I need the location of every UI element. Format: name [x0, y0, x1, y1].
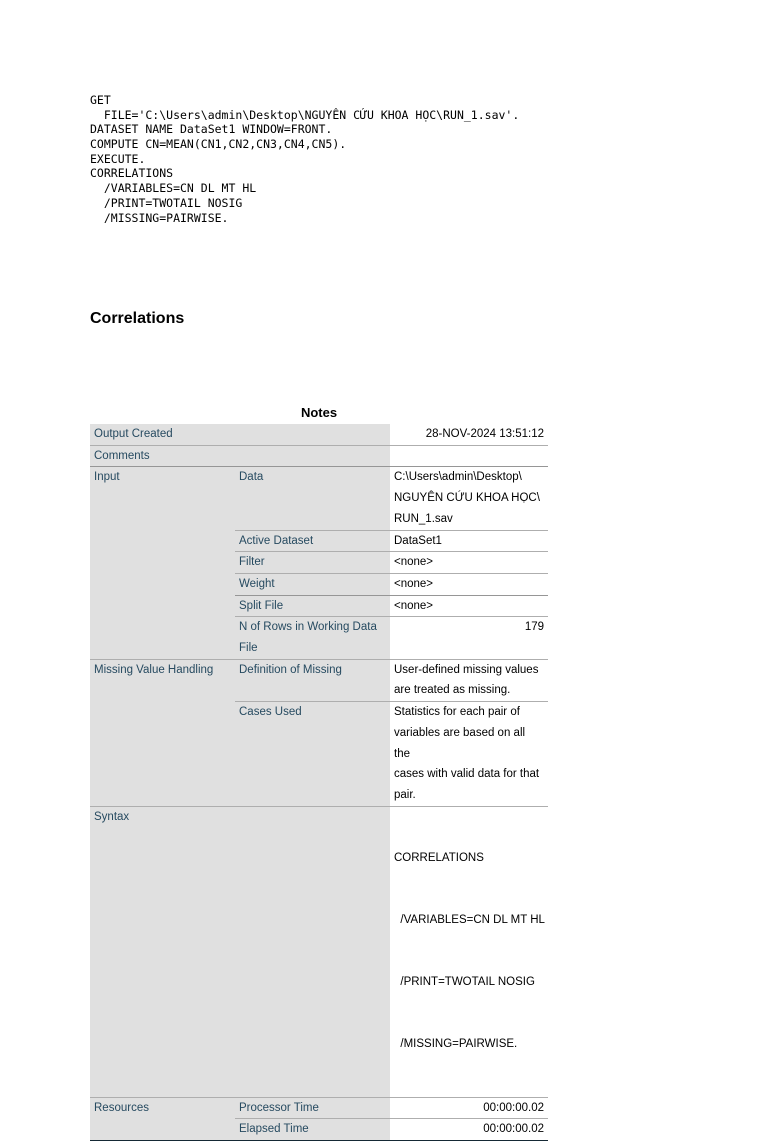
syntax-line: CORRELATIONS [90, 166, 174, 181]
table-row-syntax [90, 806, 548, 1097]
value-line: CORRELATIONS [394, 852, 484, 865]
row-label-definition-of-missing: Definition of Missing [235, 659, 390, 701]
syntax-block [90, 93, 519, 225]
row-label-comments: Comments [90, 445, 390, 467]
value-output-created: 28-NOV-2024 13:51:12 [390, 424, 548, 445]
table-row-comments [90, 445, 548, 467]
value-line: RUN_1.sav [394, 512, 453, 525]
notes-table-title: Notes [300, 405, 338, 420]
row-label-weight: Weight [235, 573, 390, 595]
row-label-input: Input [90, 467, 235, 659]
value-line: Statistics for each pair of [394, 706, 520, 719]
row-label-split-file: Split File [235, 595, 390, 617]
notes-table [90, 424, 548, 1141]
value-line: are treated as missing. [394, 684, 511, 697]
value-processor-time: 00:00:00.02 [390, 1097, 548, 1119]
row-label-data: Data [235, 467, 390, 530]
table-row-data [90, 467, 548, 530]
value-syntax [390, 806, 548, 1097]
value-line: NGUYÊN CỨU KHOA HỌC\ [394, 492, 540, 505]
value-line: variables are based on all the [394, 726, 526, 760]
row-label-syntax: Syntax [90, 806, 390, 1097]
value-line: User-defined missing values [394, 663, 539, 676]
row-label-elapsed-time: Elapsed Time [235, 1119, 390, 1141]
value-weight: <none> [390, 573, 548, 595]
value-line: /PRINT=TWOTAIL NOSIG [394, 976, 535, 989]
value-line: C:\Users\admin\Desktop\ [394, 471, 522, 484]
label-line: N of Rows in Working Data [239, 621, 377, 634]
table-row-output-created [90, 424, 548, 445]
value-n-rows: 179 [390, 617, 548, 659]
value-filter: <none> [390, 552, 548, 574]
value-cases-used [390, 702, 548, 807]
label-line: File [239, 642, 258, 655]
syntax-line: EXECUTE. [90, 151, 146, 166]
value-active-dataset: DataSet1 [390, 530, 548, 552]
syntax-line: COMPUTE CN=MEAN(CN1,CN2,CN3,CN4,CN5). [90, 137, 347, 152]
row-label-processor-time: Processor Time [235, 1097, 390, 1119]
value-elapsed-time: 00:00:00.02 [390, 1119, 548, 1141]
syntax-line: /VARIABLES=CN DL MT HL [90, 181, 257, 196]
value-comments [390, 445, 548, 467]
syntax-line: GET [90, 93, 111, 107]
syntax-line: /MISSING=PAIRWISE. [90, 210, 229, 225]
table-row-processor-time [90, 1097, 548, 1119]
value-definition-of-missing [390, 659, 548, 701]
row-label-missing-value-handling: Missing Value Handling [90, 659, 235, 806]
row-label-n-rows [235, 617, 390, 659]
row-label-cases-used: Cases Used [235, 702, 390, 807]
syntax-line: FILE='C:\Users\admin\Desktop\NGUYÊN CỨU KHOA HỌC\RUN_1.sav'. [90, 107, 520, 122]
value-data [390, 467, 548, 530]
syntax-line: /PRINT=TWOTAIL NOSIG [90, 195, 243, 210]
syntax-line: DATASET NAME DataSet1 WINDOW=FRONT. [90, 122, 333, 137]
row-label-active-dataset: Active Dataset [235, 530, 390, 552]
table-row-definition-of-missing [90, 659, 548, 701]
value-line: /MISSING=PAIRWISE. [394, 1038, 518, 1051]
row-label-filter: Filter [235, 552, 390, 574]
value-line: pair. [394, 788, 416, 801]
value-line: cases with valid data for that [394, 768, 540, 781]
value-line: /VARIABLES=CN DL MT HL [394, 914, 545, 927]
row-label-output-created: Output Created [90, 424, 390, 445]
value-split-file: <none> [390, 595, 548, 617]
section-title: Correlations [90, 310, 185, 327]
row-label-resources: Resources [90, 1097, 235, 1140]
